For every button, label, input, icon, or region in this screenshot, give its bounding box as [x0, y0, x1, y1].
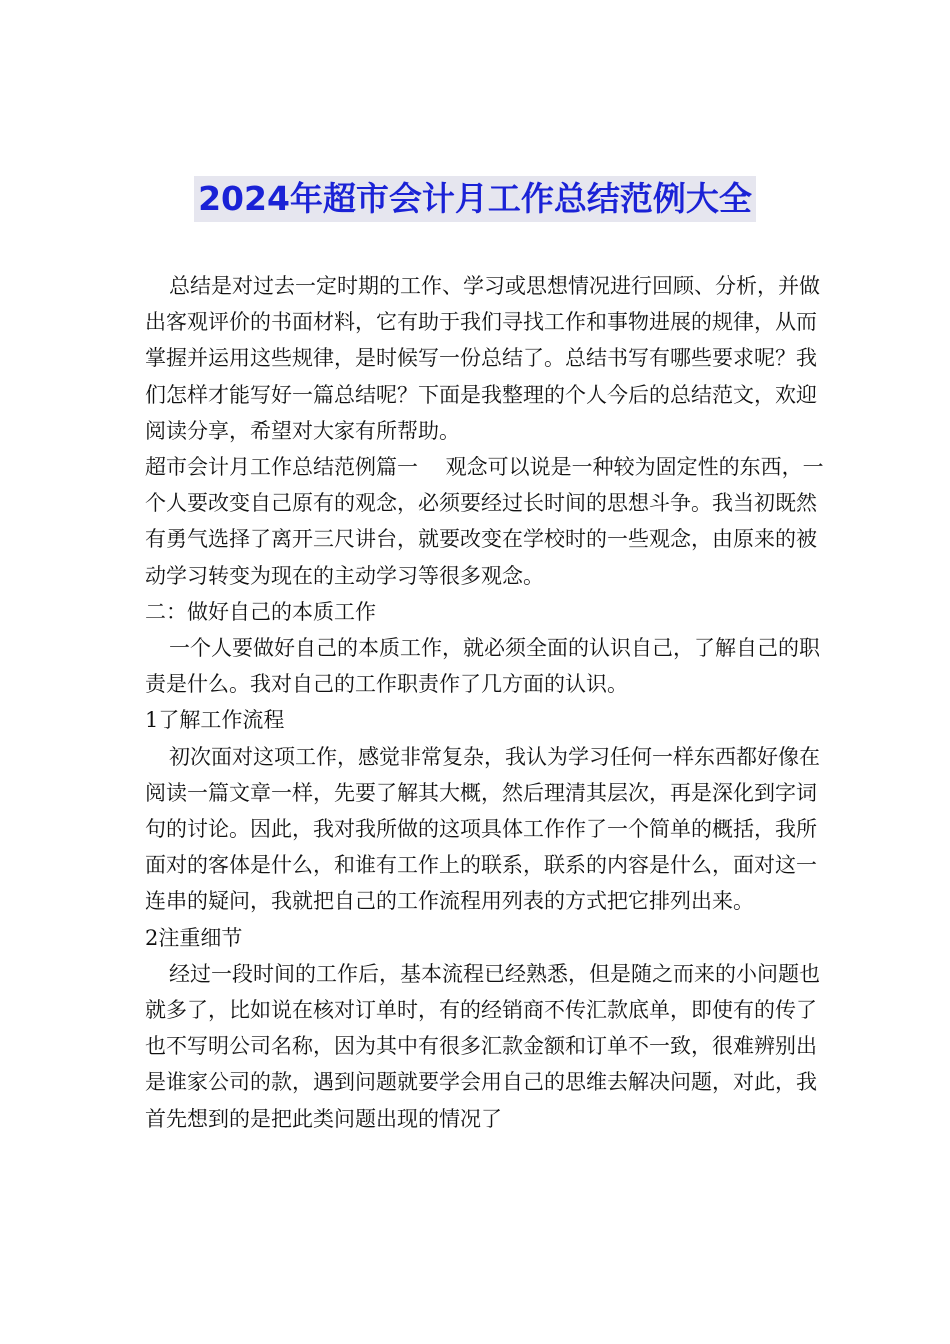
section-one-paragraph: 超市会计月工作总结范例篇一 观念可以说是一种较为固定性的东西，一个人要改变自己原有的观念，必须要经过长时间的思想斗争。我当初既然有勇气选择了离开三尺讲台，就要改变在学校时的一些观念，由原来的被动学习转变为现在的主动学习等很多观念。: [145, 455, 824, 588]
workflow-paragraph: 初次面对这项工作，感觉非常复杂，我认为学习任何一样东西都好像在阅读一篇文章一样，先要了解其大概，然后理清其层次，再是深化到字词句的讨论。因此，我对我所做的这项具体工作作了一个简单的概括，我所面对的客体是什么，和谁有工作上的联系，联系的内容是什么，面对这一连串的疑问，我就把自己的工作流程用列表的方式把它排列出来。: [145, 744, 820, 914]
subheading-attention-to-detail: 2注重细节: [145, 925, 243, 950]
section-two-paragraph: 一个人要做好自己的本质工作，就必须全面的认识自己，了解自己的职责是什么。我对自己的工作职责作了几方面的认识。: [145, 636, 820, 697]
subheading-understand-workflow: 1了解工作流程: [145, 708, 285, 733]
document-title: 2024年超市会计月工作总结范例大全: [194, 176, 756, 222]
detail-paragraph: 经过一段时间的工作后，基本流程已经熟悉，但是随之而来的小问题也就多了，比如说在核对订单时，有的经销商不传汇款底单，即使有的传了也不写明公司名称，因为其中有很多汇款金额和订单不一致，很难辨别出是谁家公司的款，遇到问题就要学会用自己的思维去解决问题，对此，我首先想到的是把此类问题出现的情况了: [145, 961, 820, 1131]
section-heading-two: 二：做好自己的本质工作: [145, 599, 376, 624]
title-container: [0, 176, 950, 222]
intro-paragraph: 总结是对过去一定时期的工作、学习或思想情况进行回顾、分析，并做出客观评价的书面材料，它有助于我们寻找工作和事物进展的规律，从而掌握并运用这些规律，是时候写一份总结了。总结书写有哪些要求呢？我们怎样才能写好一篇总结呢？下面是我整理的个人今后的总结范文，欢迎阅读分享，希望对大家有所帮助。: [145, 274, 820, 443]
document-body: [145, 268, 825, 1137]
